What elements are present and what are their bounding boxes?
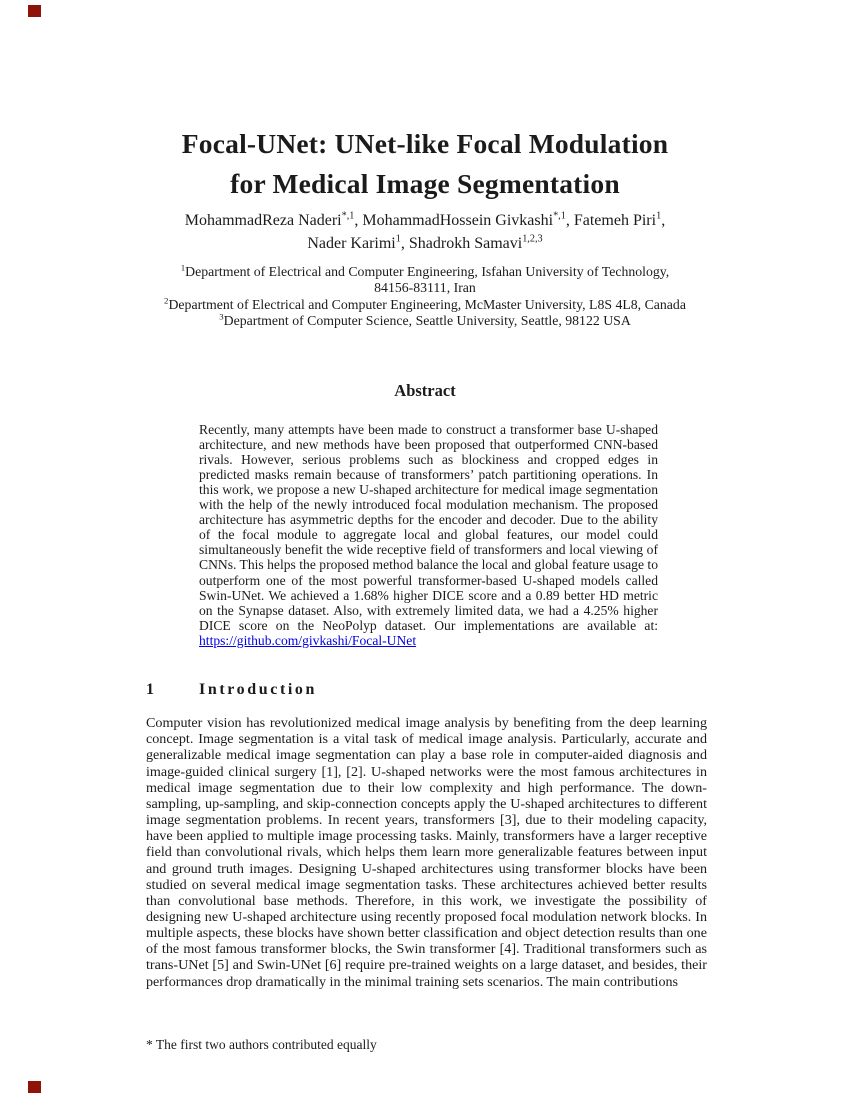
affiliation-text: 84156-83111, Iran	[374, 280, 476, 296]
affiliation-line	[0, 280, 850, 296]
author-line-1	[0, 209, 850, 232]
author-name: MohammadHossein Givkashi	[362, 212, 554, 229]
author-separator: ,	[400, 235, 409, 252]
affiliation-text: Department of Computer Science, Seattle University, Seattle, 98122 USA	[223, 313, 631, 329]
red-corner-mark-bottom	[28, 1081, 41, 1093]
author-affiliation-marker: *,1	[341, 210, 355, 222]
red-corner-mark-top	[28, 5, 41, 17]
section-title: Introduction	[199, 681, 318, 698]
section-heading-introduction	[146, 681, 707, 699]
author-separator: ,	[661, 212, 666, 229]
paper-title-line1: Focal-UNet: UNet-like Focal Modulation	[181, 128, 669, 159]
equal-contribution-footnote: * The first two authors contributed equally	[146, 1037, 377, 1052]
author-name: Nader Karimi	[307, 235, 396, 252]
introduction-paragraph: Computer vision has revolutionized medical image analysis by benefiting from the deep learning concept. Image segmentation is a vital task of medical image analysis. Particularly, accurate and generalizable medical image segmentation can play a base role in computer-aided diagnosis and image-guided clinical surgery [1], [2]. U-shaped networks were the most famous architectures in medical image segmentation due to their low complexity and high performance. The down-sampling, up-sampling, and skip-connection concepts apply the U-shaped architectures to different image segmentation problems. In recent years, transformers [3], due to their modeling capacity, have been applied to multiple image processing tasks. Mainly, transformers have a larger receptive field than convolutional rivals, which helps them learn more generalizable features between input and ground truth images. Designing U-shaped architectures using transformer blocks have been studied on several medical image segmentation tasks. These architectures achieved better results than convolutional base methods. Therefore, in this work, we investigate the possibility of designing new U-shaped architecture using recently proposed focal modulation network blocks. In multiple aspects, these blocks have shown better classification and object detection results than one of the most famous transformer blocks, the Swin transformer [4]. Traditional transformers such as trans-UNet [5] and Swin-UNet [6] require pre-trained weights on a large dataset, and besides, their performances drop dramatically in the minimal training sets scenarios. The main contributions	[146, 715, 707, 990]
affiliation-marker: 3	[219, 311, 224, 322]
abstract-paragraph	[199, 422, 658, 648]
author-separator: ,	[354, 212, 363, 229]
affiliation-marker: 2	[164, 295, 169, 306]
author-name: Shadrokh Samavi	[408, 235, 523, 252]
author-line-2	[0, 232, 850, 255]
affiliation-marker: 1	[180, 262, 186, 273]
paper-title-line2: for Medical Image Segmentation	[230, 168, 620, 199]
affiliation-text: Department of Electrical and Computer Engineering, Isfahan University of Technology,	[185, 264, 670, 279]
author-name: Fatemeh Piri	[573, 212, 657, 229]
author-affiliation-marker: 1,2,3	[522, 233, 543, 245]
affiliation-text: Department of Electrical and Computer Engineering, McMaster University, L8S 4L8, Canada	[168, 296, 686, 312]
section-number: 1	[146, 681, 154, 698]
author-separator: ,	[565, 212, 574, 229]
author-affiliation-marker: 1	[395, 233, 401, 245]
github-link[interactable]: https://github.com/givkashi/Focal-UNet	[199, 632, 417, 648]
abstract-text: Recently, many attempts have been made to construct a transformer base U-shaped architecture, and new methods have been proposed that outperformed CNN-based rivals. However, serious problems such as blockiness and cropped edges in predicted masks remain because of transformers’ patch partitioning operations. In this work, we propose a new U-shaped architecture for medical image segmentation with the help of the newly introduced focal modulation mechanism. The proposed architecture has asymmetric depths for the encoder and decoder. Due to the ability of the focal module to aggregate local and global features, our model could simultaneously benefit the wide receptive field of transformers and local viewing of CNNs. This helps the proposed method balance the local and global feature usage to outperform one of the most powerful transformer-based U-shaped models called Swin-UNet. We achieved a 1.68% higher DICE score and a 0.89 better HD metric on the Synapse dataset. Also, with extremely limited data, we had a 4.25% higher DICE score on the NeoPolyp dataset. Our implementations are available at:	[199, 421, 658, 633]
affiliation-line	[0, 297, 850, 313]
author-affiliation-marker: 1	[656, 210, 662, 222]
paper-title	[0, 124, 850, 204]
author-name: MohammadReza Naderi	[184, 212, 342, 229]
affiliation-list	[0, 264, 850, 330]
author-affiliation-marker: *,1	[553, 210, 566, 222]
author-list	[0, 209, 850, 255]
affiliation-line	[0, 264, 850, 280]
abstract-heading: Abstract	[394, 381, 456, 400]
affiliation-line	[0, 313, 850, 329]
